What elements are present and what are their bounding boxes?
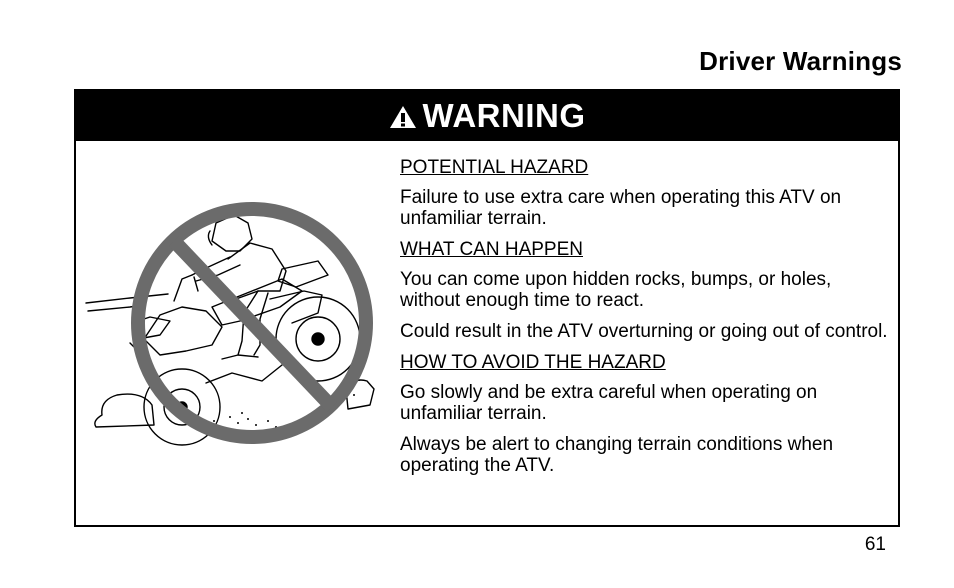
hazard-text: Failure to use extra care when operating this ATV on unfamiliar terrain.: [400, 187, 842, 229]
avoidance-heading: HOW TO AVOID THE HAZARD: [400, 352, 666, 373]
section-title: Driver Warnings: [699, 46, 902, 76]
atv-rider-prohibited-icon: [82, 195, 382, 455]
avoidance-text: Go slowly and be extra careful when operating on unfamiliar terrain.: [400, 382, 818, 424]
warning-triangle-icon: [389, 104, 417, 130]
consequence-text: You can come upon hidden rocks, bumps, or holes, without enough time to react.: [400, 269, 832, 311]
avoidance-text: Always be alert to changing terrain conditions when operating the ATV.: [400, 434, 834, 476]
consequence-heading: WHAT CAN HAPPEN: [400, 239, 583, 260]
warning-text: [400, 157, 888, 486]
warning-title: WARNING: [422, 97, 586, 134]
hazard-heading: POTENTIAL HAZARD: [400, 157, 589, 178]
consequence-text: Could result in the ATV overturning or going out of control.: [400, 321, 888, 342]
warning-header: [76, 91, 898, 141]
warning-box: [74, 89, 900, 527]
page-number: 61: [864, 534, 886, 555]
